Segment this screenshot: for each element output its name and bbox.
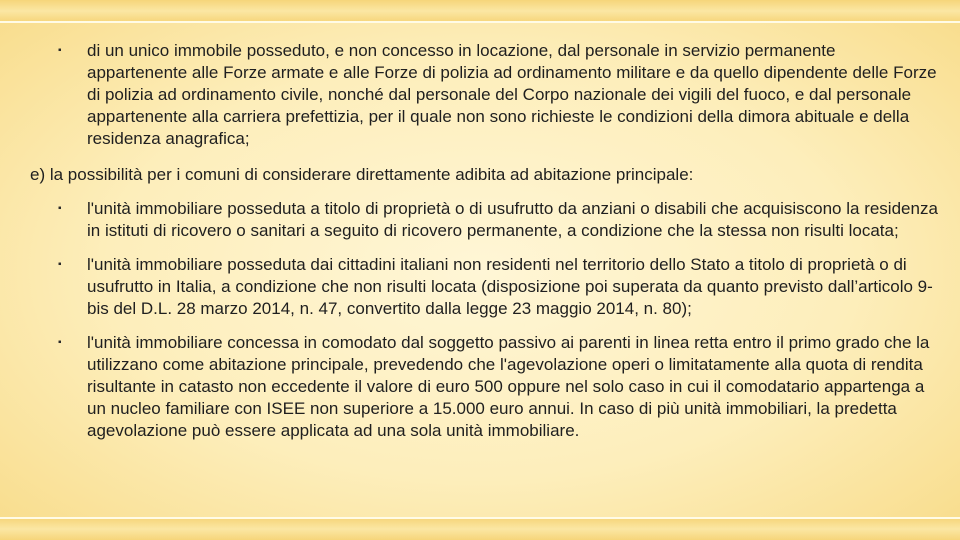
square-bullet-icon: ▪ [58,45,62,56]
bullet-item-4 [30,332,940,442]
bullet-item-2 [30,198,940,242]
square-bullet-icon: ▪ [58,259,62,270]
bottom-band-line [0,517,960,519]
bullet-text: di un unico immobile posseduto, e non concesso in locazione, dal personale in servizio permanente appartenente alle Forze armate e alle Forze di polizia ad ordinamento militare e da quello dipendente delle Forze di polizia ad ordinamento civile, nonché dal personale del Corpo nazionale dei vigili del fuoco, e dal personale appartenente alla carriera prefettizia, per il quale non sono richieste le condizioni della dimora abituale e della residenza anagrafica; [87,41,937,148]
bullet-text: l'unità immobiliare posseduta a titolo di proprietà o di usufrutto da anziani o disabili che acquisiscono la residenza in istituti di ricovero o sanitari a seguito di ricovero permanente, a condizione che la stessa non risulti locata; [87,199,938,240]
bullet-item-3 [30,254,940,320]
bullet-text: l'unità immobiliare concessa in comodato dal soggetto passivo ai parenti in linea retta entro il primo grado che la utilizzano come abitazione principale, prevedendo che l'agevolazione operi o limitatamente alla quota di rendita risultante in catasto non eccedente il valore di euro 500 oppure nel solo caso in cui il comodatario appartenga a un nucleo familiare con ISEE non superiore a 15.000 euro annui. In caso di più unità immobiliari, la predetta agevolazione può essere applicata ad una sola unità immobiliare. [87,333,930,440]
top-band-line [0,21,960,23]
section-heading-e [30,164,940,186]
square-bullet-icon: ▪ [58,337,62,348]
bottom-decorative-band [0,518,960,540]
slide-body [30,40,940,442]
bullet-item-1 [30,40,940,150]
bullet-text: l'unità immobiliare posseduta dai cittadini italiani non residenti nel territorio dello Stato a titolo di proprietà o di usufrutto in Italia, a condizione che non risulti locata (disposizione poi superata da quanto previsto dall’articolo 9-bis del D.L. 28 marzo 2014, n. 47, convertito dalla legge 23 maggio 2014, n. 80); [87,255,933,318]
top-decorative-band [0,0,960,22]
square-bullet-icon: ▪ [58,203,62,214]
section-text: e) la possibilità per i comuni di considerare direttamente adibita ad abitazione principale: [30,165,694,184]
